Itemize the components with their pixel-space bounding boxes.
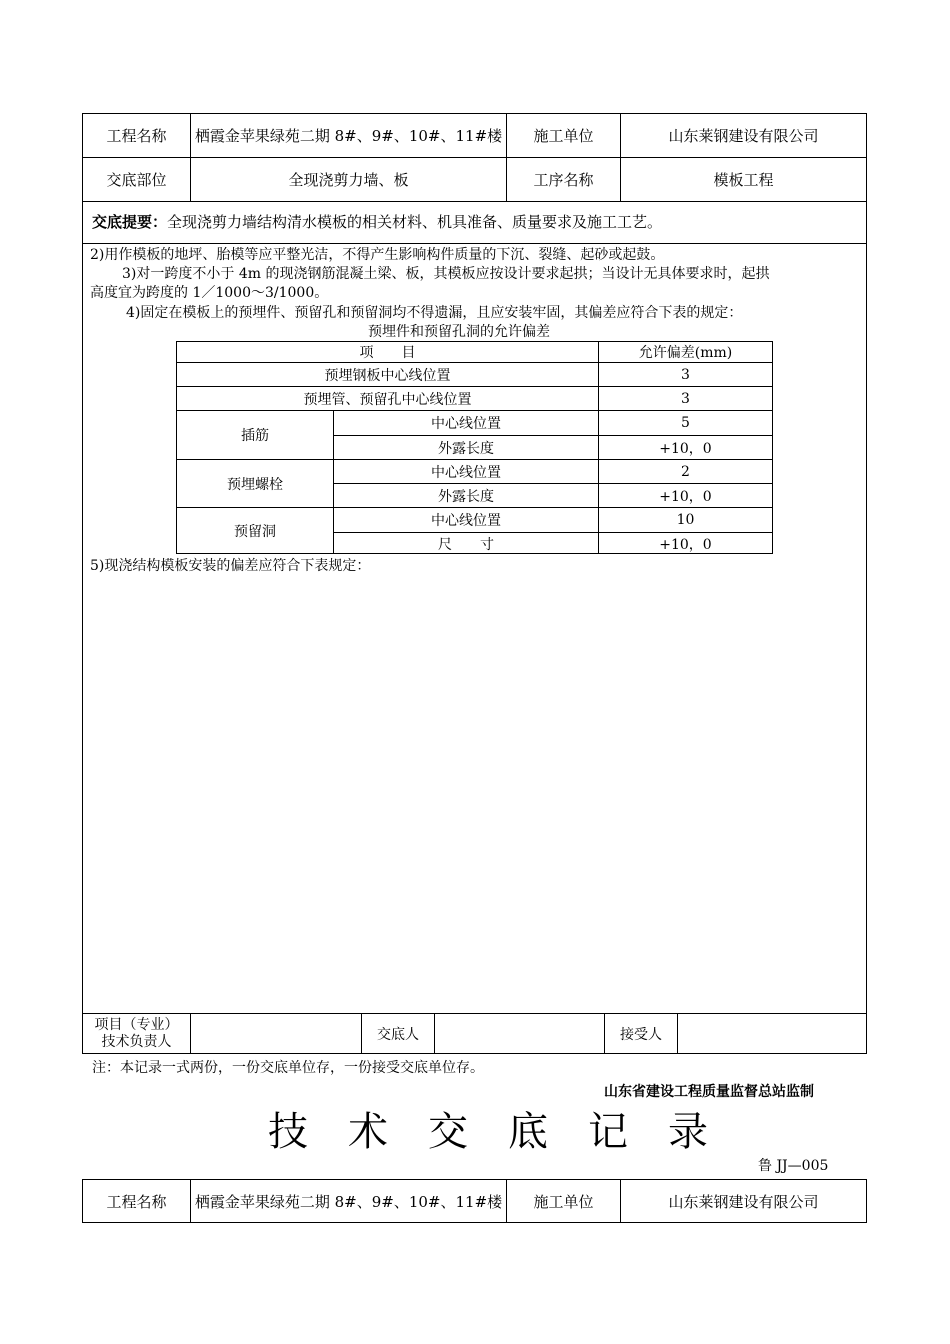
record-note: 注：本记录一式两份，一份交底单位存，一份接受交底单位存。 bbox=[92, 1060, 484, 1076]
table-sub-value: 10 bbox=[676, 512, 695, 528]
location-label: 交底部位 bbox=[106, 171, 167, 189]
construction-unit-label: 施工单位 bbox=[533, 127, 594, 145]
table-header-value: 允许偏差(mm) bbox=[638, 345, 733, 361]
project-name-label: 工程名称 bbox=[106, 127, 167, 145]
table-group-label: 插筋 bbox=[241, 428, 269, 444]
project-name-label: 工程名称 bbox=[106, 1192, 167, 1211]
form-code: 鲁 JJ—005 bbox=[758, 1158, 829, 1174]
page-title: 技 术 交 底 记 录 bbox=[268, 1109, 708, 1155]
process-value: 模板工程 bbox=[713, 171, 774, 189]
row-divider bbox=[82, 243, 867, 244]
table-sub-value: 5 bbox=[681, 415, 690, 431]
table-sub-item: 外露长度 bbox=[438, 440, 494, 457]
construction-unit-label: 施工单位 bbox=[533, 1192, 594, 1211]
summary bbox=[92, 213, 662, 231]
receiver-label: 接受人 bbox=[620, 1027, 662, 1043]
table-sub-value: +10，0 bbox=[659, 488, 712, 505]
table-row-item: 预埋钢板中心线位置 bbox=[324, 367, 451, 384]
table-row-value: 3 bbox=[681, 366, 690, 383]
table-sub-value: +10，0 bbox=[659, 440, 712, 457]
project-name-value: 栖霞金苹果绿苑二期 8#、9#、10#、11#楼 bbox=[194, 127, 503, 145]
table-sub-value: +10，0 bbox=[659, 536, 712, 553]
table-row-value: 3 bbox=[681, 390, 690, 407]
tech-lead-label bbox=[83, 1014, 190, 1054]
construction-unit-value: 山东莱钢建设有限公司 bbox=[668, 127, 819, 145]
table-sub-item: 外露长度 bbox=[438, 488, 494, 505]
presenter-label: 交底人 bbox=[377, 1027, 419, 1043]
table-sub-item: 中心线位置 bbox=[431, 416, 501, 432]
summary-label: 交底提要： bbox=[92, 213, 168, 231]
paragraph-2: 2)用作模板的地坪、胎模等应平整光洁，不得产生影响构件质量的下沉、裂缝、起砂或起鼓。 bbox=[90, 247, 665, 263]
table-sub-item: 中心线位置 bbox=[431, 464, 501, 481]
construction-unit-value: 山东莱钢建设有限公司 bbox=[668, 1192, 819, 1211]
project-name-value: 栖霞金苹果绿苑二期 8#、9#、10#、11#楼 bbox=[194, 1192, 503, 1211]
supervisor-text: 山东省建设工程质量监督总站监制 bbox=[604, 1084, 814, 1100]
tech-lead-line1: 项目（专业） bbox=[94, 1017, 179, 1033]
summary-text: 全现浇剪力墙结构清水模板的相关材料、机具准备、质量要求及施工工艺。 bbox=[167, 213, 663, 231]
paragraph-4: 4)固定在模板上的预埋件、预留孔和预留洞均不得遗漏，且应安装牢固，其偏差应符合下表的规定： bbox=[126, 305, 743, 321]
table-header-item: 项 目 bbox=[359, 345, 416, 361]
receiver-signature[interactable] bbox=[678, 1014, 866, 1054]
paragraph-3-line2: 高度宜为跨度的 1／1000～3/1000。 bbox=[90, 285, 329, 301]
table-title: 预埋件和预留孔洞的允许偏差 bbox=[368, 324, 550, 340]
tech-lead-line2: 技术负责人 bbox=[101, 1034, 172, 1050]
table-sub-item: 尺 寸 bbox=[438, 536, 494, 553]
table-sub-item: 中心线位置 bbox=[431, 513, 501, 529]
table-group-label: 预埋螺栓 bbox=[227, 476, 283, 493]
table-group-label: 预留洞 bbox=[234, 524, 276, 540]
location-value: 全现浇剪力墙、板 bbox=[288, 171, 409, 189]
presenter-signature[interactable] bbox=[435, 1014, 604, 1054]
table-row-item: 预埋管、预留孔中心线位置 bbox=[303, 391, 472, 408]
row-divider bbox=[82, 201, 867, 202]
paragraph-5: 5)现浇结构模板安装的偏差应符合下表规定： bbox=[90, 558, 371, 574]
tech-lead-signature[interactable] bbox=[191, 1014, 361, 1054]
paragraph-3-line1: 3)对一跨度不小于 4m 的现浇钢筋混凝土梁、板，其模板应按设计要求起拱；当设计无具体要求时，起拱 bbox=[122, 266, 770, 282]
table-sub-value: 2 bbox=[681, 463, 690, 480]
process-label: 工序名称 bbox=[533, 171, 594, 189]
